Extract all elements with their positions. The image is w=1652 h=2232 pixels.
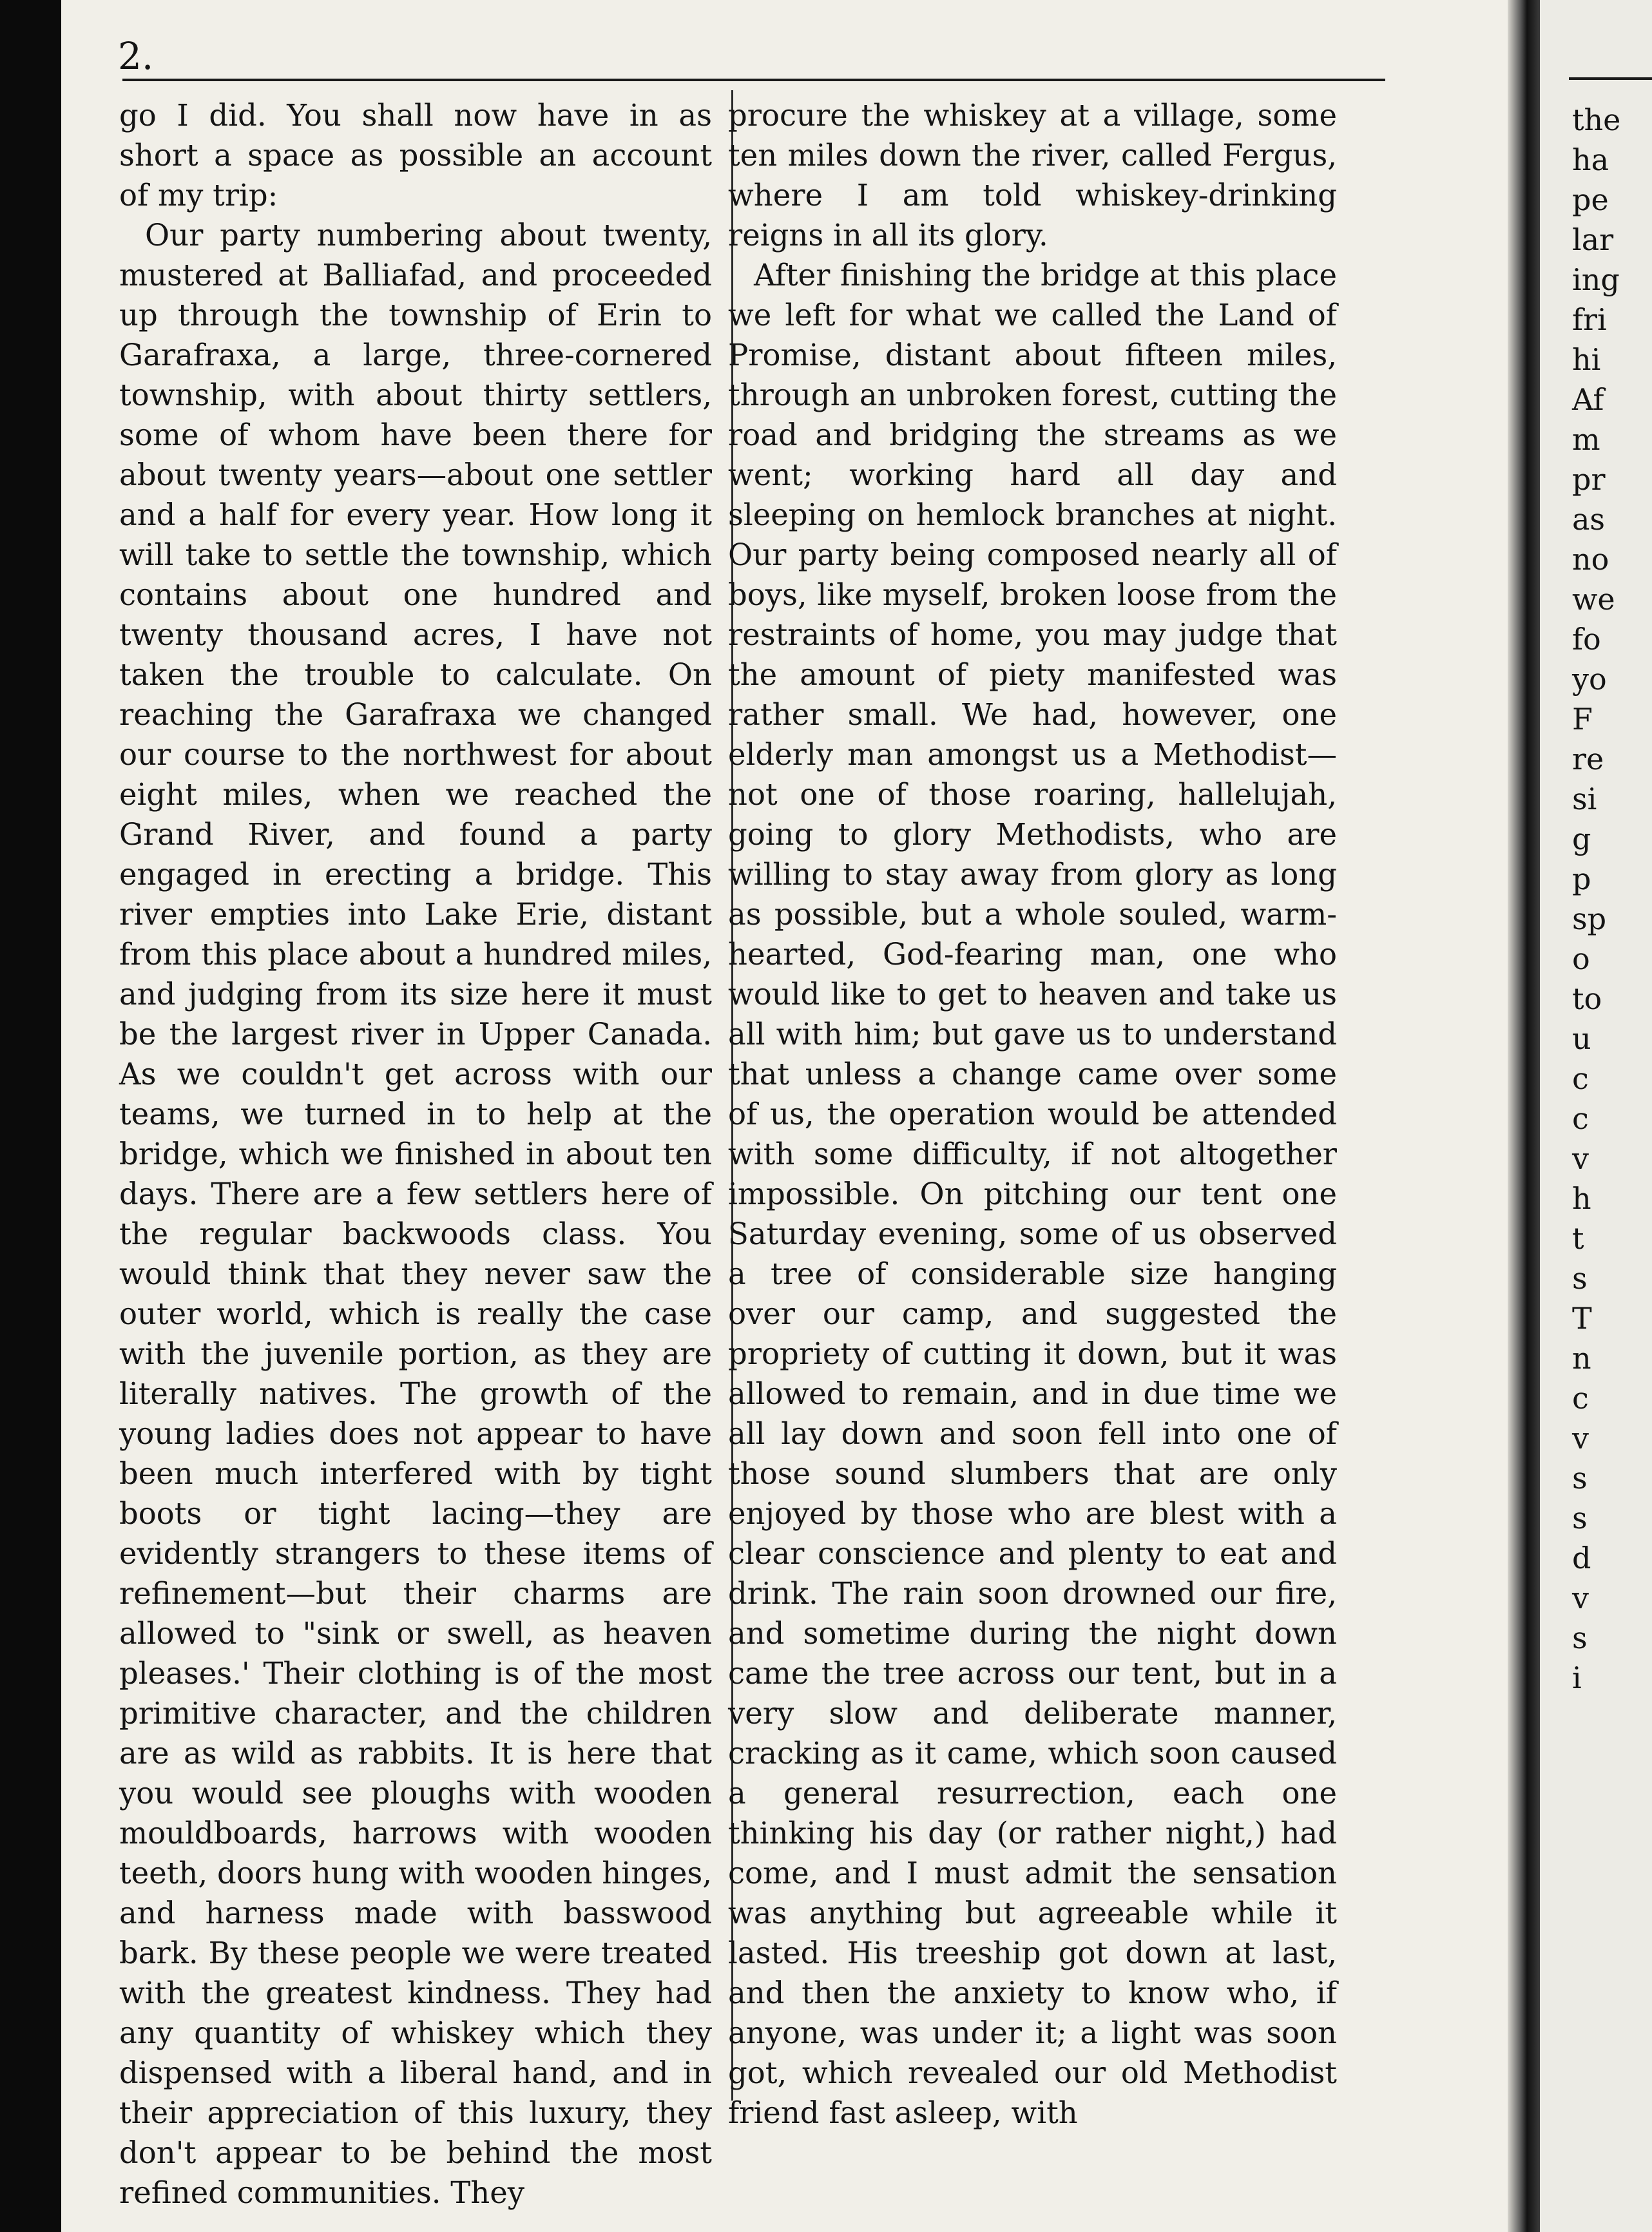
next-page-fragment: i <box>1572 1660 1582 1695</box>
next-page-fragment: ing <box>1572 262 1620 297</box>
next-page-fragment: fri <box>1572 302 1607 337</box>
next-page-fragment: yo <box>1572 662 1607 697</box>
next-page-fragment: lar <box>1572 222 1614 257</box>
next-page-fragment: g <box>1572 822 1591 856</box>
next-page-fragment: t <box>1572 1221 1584 1256</box>
right-paragraph-2: After finishing the bridge at this place we left for what we called the Land of Promise, distant about fifteen miles, through an unbroken forest, cutting the road and bridging the streams as we went; working hard all day and sleeping on hemlock branches at night. Our party being composed nearly all of boys, like myself, broken loose from the restraints of home, you may judge that the amount of piety manifested was rather small. We had, however, one elderly man amongst us a Methodist—not one of those roaring, hallelujah, going to glory Methodists, who are willing to stay away from glory as long as possible, but a whole souled, warm-hearted, God-fearing man, one who would like to get to heaven and take us all with him; but gave us to understand that unless a change came over some of us, the operation would be attended with some difficulty, if not altogether impossible. On pitching our tent one Saturday evening, some of us observed a tree of considerable size hanging over our camp, and suggested the propriety of cutting it down, but it was allowed to remain, and in due time we all lay down and soon fell into one of those sound slumbers that are only enjoyed by those who are blest with a clear conscience and plenty to eat and drink. The rain soon drowned our fire, and sometime during the night down came the tree across our tent, but in a very slow and deliberate manner, cracking as it came, which soon caused a general resurrection, each one thinking his day (or rather night,) had come, and I must admit the sensation was anything but agreeable while it lasted. His treeship got down at last, and then the anxiety to know who, if anyone, was under it; a light was soon got, which revealed our old Methodist friend fast asleep, with <box>728 258 1337 2130</box>
next-page-edge <box>1540 0 1652 2232</box>
next-page-fragment: pe <box>1572 182 1609 217</box>
next-page-fragment: to <box>1572 981 1602 1016</box>
page-sheet <box>61 0 1508 2232</box>
next-page-fragment: hi <box>1572 342 1601 377</box>
next-page-fragment: the <box>1572 102 1621 137</box>
next-page-fragment: we <box>1572 582 1615 617</box>
next-page-fragment: u <box>1572 1021 1591 1056</box>
next-page-fragment: m <box>1572 422 1600 457</box>
next-page-fragment: c <box>1572 1381 1589 1416</box>
next-page-fragment: no <box>1572 542 1609 577</box>
next-page-fragment: sp <box>1572 901 1607 936</box>
next-page-fragment: o <box>1572 941 1590 976</box>
next-page-fragment: fo <box>1572 622 1601 657</box>
next-page-fragment: Af <box>1572 382 1604 417</box>
next-page-rule <box>1569 77 1652 80</box>
page-gutter <box>1508 0 1540 2232</box>
left-column <box>119 95 712 2213</box>
right-paragraph-1: procure the whiskey at a village, some ten miles down the river, called Fergus, where I am told whiskey-drinking reigns in all its glory. <box>728 98 1337 253</box>
header-rule <box>122 79 1385 81</box>
next-page-fragment: re <box>1572 742 1604 776</box>
next-page-fragment: si <box>1572 782 1597 816</box>
next-page-fragment: s <box>1572 1621 1588 1655</box>
next-page-fragment: v <box>1572 1421 1589 1456</box>
next-page-fragment: v <box>1572 1581 1589 1615</box>
next-page-fragment: d <box>1572 1541 1591 1575</box>
left-paragraph-2: Our party numbering about twenty, mustered at Balliafad, and proceeded up through the township of Erin to Garafraxa, a large, three-cornered township, with about thirty settlers, some of whom have been there for about twenty years—about one settler and a half for every year. How long it will take to settle the township, which contains about one hundred and twenty thousand acres, I have not taken the trouble to calculate. On reaching the Garafraxa we changed our course to the northwest for about eight miles, when we reached the Grand River, and found a party engaged in erecting a bridge. This river empties into Lake Erie, distant from this place about a hundred miles, and judging from its size here it must be the largest river in Upper Canada. As we couldn't get across with our teams, we turned in to help at the bridge, which we finished in about ten days. There are a few settlers here of the regular backwoods class. You would think that they never saw the outer world, which is really the case with the juvenile portion, as they are literally natives. The growth of the young ladies does not appear to have been much interfered with by tight boots or tight lacing—they are evidently strangers to these items of refinement—but their charms are allowed to "sink or swell, as heaven pleases.' Their clothing is of the most primitive character, and the children are as wild as rabbits. It is here that you would see ploughs with wooden mouldboards, harrows with wooden teeth, doors hung with wooden hinges, and harness made with basswood bark. By these people we were treated with the greatest kindness. They had any quantity of whiskey which they dispensed with a liberal hand, and in their appreciation of this luxury, they don't appear to be behind the most refined communities. They <box>119 218 712 2210</box>
next-page-fragment: c <box>1572 1101 1589 1136</box>
next-page-fragment: F <box>1572 702 1593 736</box>
next-page-fragment: s <box>1572 1261 1588 1296</box>
next-page-fragment: p <box>1572 861 1591 896</box>
next-page-fragment: n <box>1572 1341 1591 1376</box>
next-page-fragment: pr <box>1572 462 1606 497</box>
next-page-fragment: c <box>1572 1061 1589 1096</box>
next-page-fragment: s <box>1572 1501 1588 1535</box>
next-page-fragment: s <box>1572 1461 1588 1496</box>
next-page-fragment: v <box>1572 1141 1589 1176</box>
page-number: 2. <box>118 34 154 78</box>
next-page-fragment: ha <box>1572 142 1609 177</box>
next-page-fragment: h <box>1572 1181 1591 1216</box>
next-page-fragment: as <box>1572 502 1606 537</box>
next-page-fragment: T <box>1572 1301 1592 1336</box>
right-column <box>728 95 1337 2133</box>
left-paragraph-1: go I did. You shall now have in as short a space as possible an account of my trip: <box>119 98 712 213</box>
